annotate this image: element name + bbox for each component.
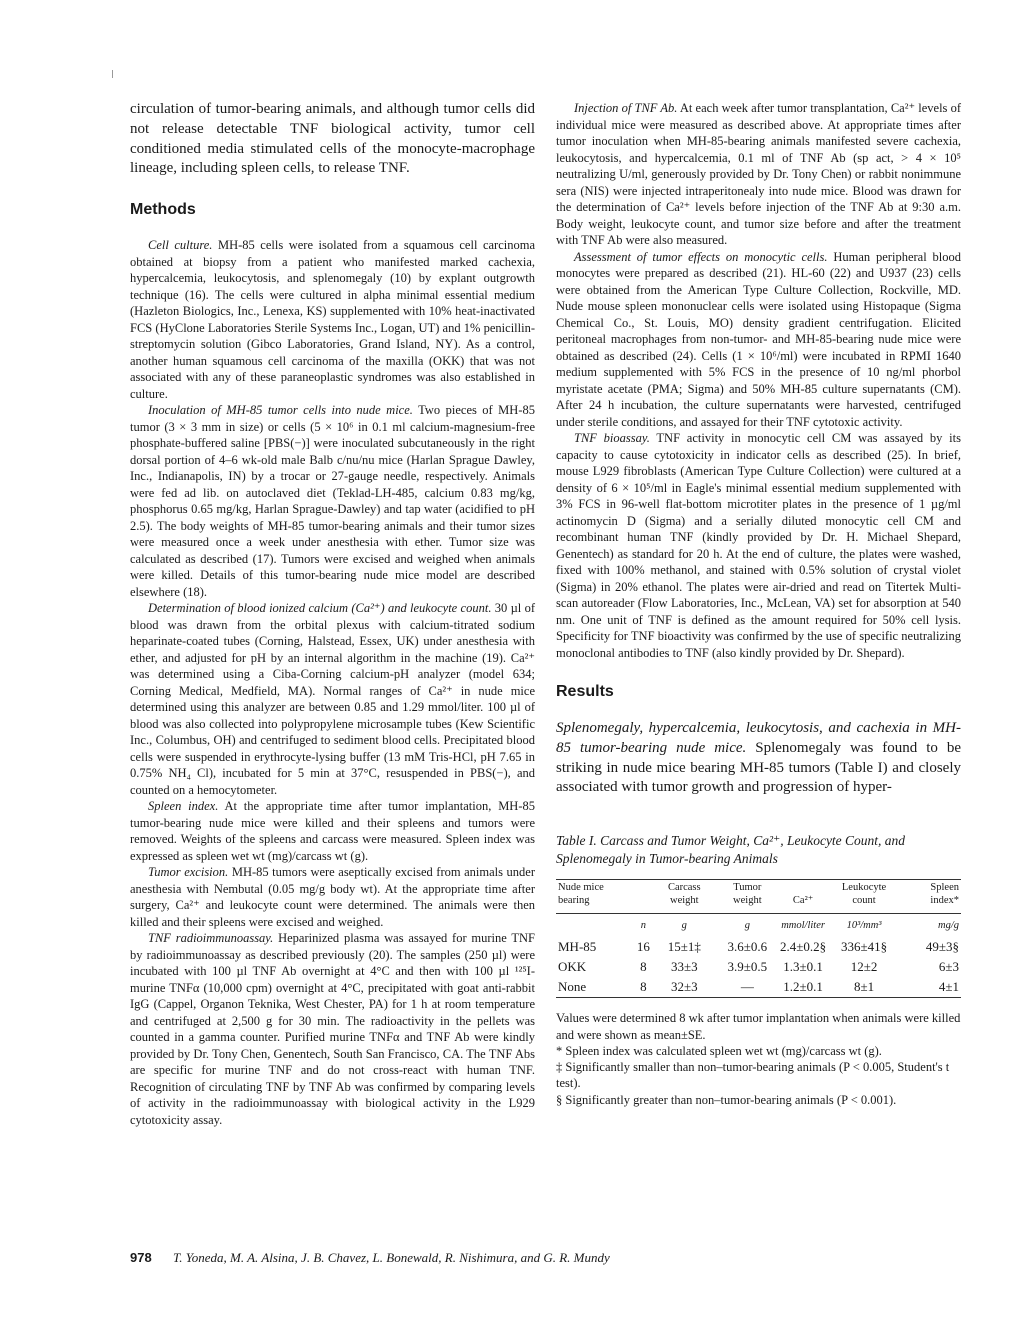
table-cell: 32±3 [670, 979, 698, 995]
right-column [556, 100, 961, 1108]
table-footnote: * Spleen index was calculated spleen wet wt (mg)/carcass wt (g). [556, 1043, 882, 1058]
table-cell: MH-85 [558, 939, 597, 955]
table-cell: 49±3§ [925, 939, 959, 955]
table-footnote: § Significantly greater than non–tumor-bearing animals (P < 0.001). [556, 1092, 897, 1107]
table-cell: 16 [636, 939, 650, 955]
tumor-excision-paragraph [130, 864, 535, 930]
table-cell: 8 [640, 959, 647, 975]
cell-culture-text: MH-85 cells were isolated from a squamous cell carcinoma obtained at biopsy from a patient who manifested marked cachexia, hypercalcemia, leukocytosis, and splenomegaly (10) by explant outgrowth technique (16). The cells were cultured in alpha minimal essential medium (Hazleton Biologics, Inc., Lenexa, KS) supplemented with 10% heat-inactivated FCS (HyClone Laboratories Sterile Systems Inc., Logan, UT) and 1% penicillin-streptomycin solution (Gibco Laboratories, Grand Island, NY). As a control, another human squamous cell carcinoma of the maxilla (OKK) that was not associated with any of these paraneoplastic syndromes was also established in culture. [130, 238, 535, 401]
running-authors: T. Yoneda, M. A. Alsina, J. B. Chavez, L. Bonewald, R. Nishimura, and G. R. Mundy [172, 1250, 610, 1265]
table-header-cell: Tumor weight [733, 882, 762, 906]
left-column [130, 100, 535, 1128]
page-number: 978 [130, 1250, 152, 1265]
bioassay-runin-heading: TNF bioassay. [574, 431, 650, 445]
injection-paragraph [556, 100, 961, 249]
results-runin-heading: Splenomegaly, hypercalcemia, leukocytosis, and cachexia in MH-85 tumor-bearing nude mice. [556, 720, 961, 756]
spleen-index-paragraph [130, 798, 535, 864]
table-cell: 8 [640, 979, 647, 995]
assessment-paragraph [556, 249, 961, 431]
assessment-runin-heading: Assessment of tumor effects on monocytic cells. [574, 249, 828, 264]
table-cell: 1.2±0.1 [783, 979, 823, 995]
results-paragraph [556, 719, 961, 798]
table-header-cell: Leukocyte count [841, 882, 887, 906]
table-header-row [556, 880, 961, 914]
table-unit-cell: 10³/mm³ [846, 920, 882, 932]
inoculation-text: Two pieces of MH-85 tumor (3 × 3 mm in size) or cells (5 × 10⁶ in 0.1 ml calcium-magnesium-free phosphate-buffered saline [PBS(−)] were inoculated subcutaneously in the right dorsal portion of 4–6 wk-old male Balb c/nu/nu mice (Harlan Sprague Dawley, Inc., Indianapolis, IN) by a trocar or 27-gauge needle, respectively. Animals were fed ad lib. on autoclaved diet (Teklad-LH-485, calcium 0.83 mg/kg, phosphorus 0.65 mg/kg, Harlan Sprague-Dawley) and tap water (acidified to pH 2.5). The body weights of MH-85 tumor-bearing animals and their tumor sizes were measured once a week under anesthesia with ether. Tumor size was calculated as described (17). Tumors were excised and weighed when animals were killed. Details of this tumor-bearing nude mice model are described elsewhere (18). [130, 403, 535, 599]
page-footer [130, 1250, 610, 1266]
data-table [556, 879, 961, 998]
inoculation-paragraph [130, 402, 535, 600]
table-row [556, 957, 961, 977]
table-unit-cell: mmol/liter [781, 920, 825, 932]
table-unit-cell [556, 914, 635, 938]
table-cell: 4±1 [938, 979, 959, 995]
table-unit-cell: mg/g [938, 920, 959, 932]
tumor-excision-runin-heading: Tumor excision. [148, 865, 229, 880]
radioimmunoassay-paragraph [130, 930, 535, 1128]
bioassay-paragraph [556, 430, 961, 661]
table-header-cell: Carcass weight [667, 882, 701, 906]
table-row [556, 977, 961, 998]
spleen-index-runin-heading: Spleen index. [148, 799, 219, 814]
table-cell: 1.3±0.1 [783, 959, 823, 975]
table-unit-cell: n [640, 920, 647, 932]
results-heading: Results [556, 683, 614, 700]
cell-culture-paragraph [130, 237, 535, 402]
intro-paragraph-continued: circulation of tumor-bearing animals, and although tumor cells did not release detectable TNF biological activity, tumor cell conditioned media stimulated cells of the monocyte-macrophage lineage, including spleen cells, to release TNF. [130, 101, 535, 177]
table-header-cell [635, 880, 652, 914]
table-cell: — [740, 979, 754, 995]
table-cell: 3.9±0.5 [727, 959, 768, 975]
table-note: Values were determined 8 wk after tumor implantation when animals were killed and were shown as mean±SE. [556, 1011, 961, 1042]
table-notes [556, 1010, 961, 1108]
table-row [556, 937, 961, 957]
table-cell: 12±2 [850, 959, 878, 975]
radioimmunoassay-runin-heading: TNF radioimmunoassay. [148, 931, 274, 946]
crop-mark [112, 70, 113, 78]
table-cell: OKK [558, 959, 587, 975]
table-cell: None [558, 979, 587, 995]
table-cell: 336±41§ [840, 939, 888, 955]
injection-runin-heading: Injection of TNF Ab. [574, 101, 678, 115]
table-caption: Table I. Carcass and Tumor Weight, Ca²⁺, Leukocyte Count, and Splenomegaly in Tumor-bearing Animals [556, 833, 906, 866]
table-cell: 6±3 [938, 959, 959, 975]
methods-heading: Methods [130, 201, 196, 219]
calcium-paragraph [130, 600, 535, 798]
injection-text: At each week after tumor transplantation, Ca²⁺ levels of individual mice were measured as described above. At appropriate times after tumor inoculation when MH-85-bearing animals manifested severe cachexia, leukocytosis, and hypercalcemia, 0.1 ml of TNF Ab (sp act, > 4 × 10⁵ neutralizing U/ml, generously provided by Dr. Tony Chen) or rabbit nonimmune sera (NIS) were injected intraperitonealy into nude mice. Blood was drawn for the determination of Ca²⁺ levels before injection of the TNF Ab at 9:30 a.m. Body weight, leukocyte count, and tumor size before and after the treatment with TNF Ab were also measured. [556, 101, 961, 247]
table-units-row [556, 914, 961, 938]
calcium-runin-heading: Determination of blood ionized calcium (Ca²⁺) and leukocyte count. [148, 601, 492, 616]
spleen-index-text: At the appropriate time after tumor implantation, MH-85 tumor-bearing nude mice were killed and their spleens and tumors were removed. Weights of the spleens and carcass were measured. Spleen index was expressed as spleen wet wt (mg)/carcass wt (g). [130, 799, 536, 863]
radioimmunoassay-text: Heparinized plasma was assayed for murine TNF by radioimmunoassay as described previously (20). The samples (250 µl) were incubated with 100 µl TNF Ab overnight at 4°C and then with 100 µl ¹²⁵I-murine TNFα (10,000 cpm) overnight at 4°C, precipitated with goat anti-rabbit IgG (Cappel, Organon Teknika, West Chester, PA) for 1 h at room temperature and centrifuged at 2,500 g for 30 min. The radioactivity in the pellets was counted in a gamma counter. Purified murine TNFα and TNF Ab were kindly provided by Dr. Tony Chen, Genentech, South San Francisco, CA. The TNF Abs are specific for murine TNF and do not cross-react with human TNF. Recognition of circulating TNF by TNF Ab was confirmed by comparing levels of activity in the radioimmunoassay with biological activity in the L929 cytotoxicity assay. [130, 931, 535, 1127]
inoculation-runin-heading: Inoculation of MH-85 tumor cells into nude mice. [148, 403, 413, 418]
table-header-cell: Nude mice bearing [558, 882, 604, 906]
table-cell: 2.4±0.2§ [780, 939, 827, 955]
assessment-text: Human peripheral blood monocytes were prepared as described (21). HL-60 (22) and U937 (23) cells were obtained from the American Type Culture Collection, Rockville, MD. Nude mouse spleen mononuclear cells were isolated using Histopaque (Sigma Chemical Co., St. Louis, MO) density gradient centrifugation. Elicited peritoneal macrophages from non-tumor- and MH-85-bearing nude mice were obtained as described (24). Cells (1 × 10⁶/ml) were incubated in RPMI 1640 medium supplemented with 5% FCS in the presence of 10 ng/ml phorbol myristate acetate (PMA; Sigma) and 50% MH-85 culture supernatants (CM). After 24 h incubation, the culture supernatants were harvested, centrifuged under sterile conditions, and assayed for their TNF cytotoxic activity. [556, 249, 962, 429]
bioassay-text: TNF activity in monocytic cell CM was assayed by its capacity to cause cytotoxicity in indicator cells as described (25). In brief, mouse L929 fibroblasts (American Type Culture Collection) were cultured at a density of 6 × 10⁵/ml in Eagle's minimal essential medium supplemented with 3% FCS in 96-well flat-bottom microtiter plates in the presence of 1 µg/ml actinomycin D (Sigma) and a serially diluted monocytic cell CM and recombinant human TNF (kindly provided by Dr. H. Michael Shepard, Genentech) as standard for 20 h. At the end of culture, the plates were washed, fixed with 100% methanol, and stained with 0.5% solution of crystal violet (Sigma) in 20% ethanol. The plates were air-dried and read on Titertek Multi-scan autoreader (Flow Laboratories, Inc., McLean, VA) set for absorption at 540 nm. One unit of TNF is defined as the amount required for 50% cell lysis. Specificity for TNF bioactivity was confirmed by the use of specific neutralizing monoclonal antibodies to TNF (also kindly provided by Dr. Shepard). [556, 431, 961, 660]
table-cell: 8±1 [853, 979, 875, 995]
table-header-cell: Ca²⁺ [792, 894, 814, 906]
table-cell: 33±3 [670, 959, 698, 975]
results-text: Splenomegaly was found to be striking in nude mice bearing MH-85 tumors (Table I) and closely associated with tumor growth and progression of hyper- [556, 739, 962, 796]
table-footnote: ‡ Significantly smaller than non–tumor-bearing animals (P < 0.005, Student's t test). [556, 1060, 950, 1091]
table-cell: 15±1‡ [667, 939, 701, 955]
tumor-excision-text: MH-85 tumors were aseptically excised from animals under anesthesia with Nembutal (0.05 mg/g body wt). At the appropriate time after surgery, Ca²⁺ and leukocyte count were determined. The animals were then killed and their spleens were excised and weighed. [130, 865, 536, 929]
table-unit-cell: g [744, 920, 750, 932]
cell-culture-runin-heading: Cell culture. [148, 238, 213, 253]
table-unit-cell: g [681, 920, 687, 932]
calcium-text: 30 µl of blood was drawn from the orbital plexus with calcium-titrated sodium heparinate-coated tubes (Corning, Halstead, Essex, UK) under anesthesia with ether, and adjusted for pH by an internal algorithm in the machine (19). Ca²⁺ was determined using a Ciba-Corning calcium-pH analyzer (model 634; Corning Medical, Medfield, MA). Normal ranges of Ca²⁺ in nude mice determined using this analyzer are between 0.85 and 1.29 mmol/liter. 100 µl of blood was also collected into polypropylene microsample tubes (Kew Scientific Inc., Columbus, OH) and centrifuged to sediment blood cells. Precipitated blood cells were suspended in erythrocyte-lysing buffer (13 mM Tris-HCl, pH 7.65 in 0.75% NH₄ Cl), incubated for 5 min at 37°C, resuspended in PBS(−), and counted on a hemocytometer. [130, 601, 536, 797]
table-cell: 3.6±0.6 [727, 939, 768, 955]
table-header-cell: Spleen index* [930, 882, 959, 906]
table-1 [556, 832, 961, 1108]
